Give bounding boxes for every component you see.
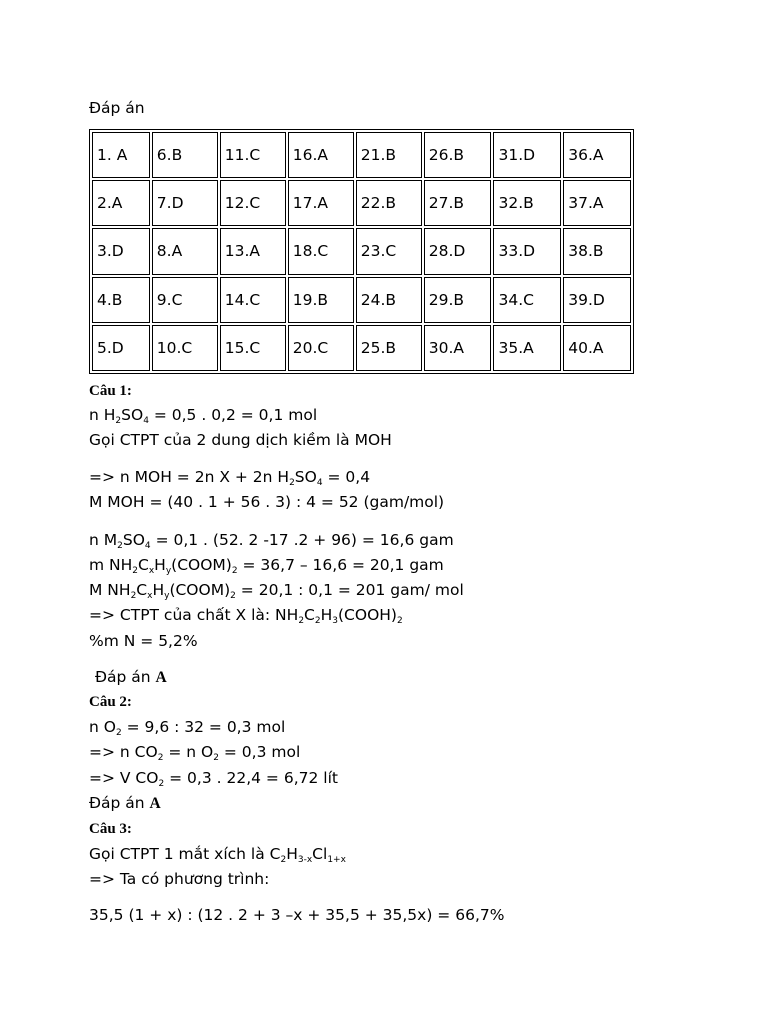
- answer-cell: 28.D: [424, 228, 492, 274]
- answer-row: [92, 325, 631, 371]
- answer-cell: 10.C: [152, 325, 218, 371]
- question-3-title: Câu 3:: [89, 821, 132, 837]
- answer-cell: 32.B: [493, 180, 561, 226]
- q2-answer: [89, 794, 161, 813]
- question-1-title: Câu 1:: [89, 383, 132, 399]
- answer-cell: 30.A: [424, 325, 492, 371]
- q2-answer-letter: A: [149, 795, 161, 812]
- answer-cell: 3.D: [92, 228, 150, 274]
- answer-cell: 40.A: [563, 325, 631, 371]
- q2-line-3: => V $CO_2 = 0,3$ . 22,4 = 6,72 lít: [89, 769, 338, 789]
- q1-answer-letter: A: [155, 669, 167, 686]
- answer-cell: 12.C: [220, 180, 286, 226]
- answer-cell: 21.B: [356, 132, 422, 178]
- q1-line-3: => n MOH = 2n X + 2n $H_2SO_4 = 0,4$: [89, 468, 371, 488]
- answer-cell: 13.A: [220, 228, 286, 274]
- question-2-title: Câu 2:: [89, 694, 132, 710]
- answer-cell: 8.A: [152, 228, 218, 274]
- answer-cell: 5.D: [92, 325, 150, 371]
- q1-line-2: Gọi CTPT của 2 dung dịch kiềm là MOH: [89, 431, 392, 449]
- q2-line-1: n $O_2 = 9,6$ : 32 = 0,3 mol: [89, 718, 286, 738]
- q1-answer: [95, 668, 167, 687]
- q1-line-1: n $H_2SO_4 = 0,5$ . 0,2 = 0,1 mol: [89, 406, 318, 426]
- answer-cell: 22.B: [356, 180, 422, 226]
- answer-cell: 23.C: [356, 228, 422, 274]
- answer-cell: 24.B: [356, 277, 422, 323]
- q1-line-5: n $M_2SO_4 = 0,1$ . (52. 2 -17 .2 + 96) = 16,6 gam: [89, 531, 454, 551]
- answer-cell: 17.A: [288, 180, 354, 226]
- answer-row: [92, 180, 631, 226]
- answer-heading: Đáp án: [89, 99, 145, 117]
- answer-cell: 19.B: [288, 277, 354, 323]
- answer-cell: 16.A: [288, 132, 354, 178]
- answer-cell: 11.C: [220, 132, 286, 178]
- answer-cell: 36.A: [563, 132, 631, 178]
- q1-line-4: M MOH = (40 . 1 + 56 . 3) : 4 = 52 (gam/mol): [89, 493, 445, 511]
- answer-row: [92, 277, 631, 323]
- answer-cell: 26.B: [424, 132, 492, 178]
- q1-line-8: => CTPT của chất X là: $NH_2C_2H_3(COOH)_2$: [89, 606, 403, 626]
- answer-cell: 14.C: [220, 277, 286, 323]
- answer-cell: 18.C: [288, 228, 354, 274]
- answer-cell: 31.D: [493, 132, 561, 178]
- answer-row: [92, 132, 631, 178]
- answer-cell: 1. A: [92, 132, 150, 178]
- q1-line-7: M $NH_2C_xH_y(COOM)_2 = 20,1$ : 0,1 = 201 gam/ mol: [89, 581, 464, 601]
- answer-cell: 20.C: [288, 325, 354, 371]
- answer-table: [89, 129, 634, 374]
- answer-cell: 6.B: [152, 132, 218, 178]
- q1-line-9: %m N = 5,2%: [89, 632, 198, 650]
- answer-row: [92, 228, 631, 274]
- q2-answer-label: Đáp án: [89, 794, 145, 812]
- answer-cell: 15.C: [220, 325, 286, 371]
- q3-line-3: 35,5 (1 + x) : (12 . 2 + 3 –x + 35,5 + 35,5x) = 66,7%: [89, 906, 505, 924]
- answer-cell: 39.D: [563, 277, 631, 323]
- answer-cell: 33.D: [493, 228, 561, 274]
- q1-line-6: m $NH_2C_xH_y(COOM)_2 = 36,7 - 16,6 = 20,1$ gam: [89, 556, 444, 576]
- answer-cell: 4.B: [92, 277, 150, 323]
- q3-line-2: => Ta có phương trình:: [89, 870, 270, 888]
- answer-cell: 34.C: [493, 277, 561, 323]
- answer-cell: 7.D: [152, 180, 218, 226]
- q1-answer-label: Đáp án: [95, 668, 151, 686]
- answer-cell: 2.A: [92, 180, 150, 226]
- answer-cell: 35.A: [493, 325, 561, 371]
- answer-cell: 29.B: [424, 277, 492, 323]
- answer-cell: 27.B: [424, 180, 492, 226]
- answer-cell: 37.A: [563, 180, 631, 226]
- q2-line-2: => n $CO_2 = n$ $O_2 = 0,3$ mol: [89, 743, 301, 763]
- answer-cell: 25.B: [356, 325, 422, 371]
- answer-cell: 38.B: [563, 228, 631, 274]
- q3-line-1: Gọi CTPT 1 mắt xích là $C_2H_{3-x}Cl_{1+x}$: [89, 845, 346, 865]
- answer-cell: 9.C: [152, 277, 218, 323]
